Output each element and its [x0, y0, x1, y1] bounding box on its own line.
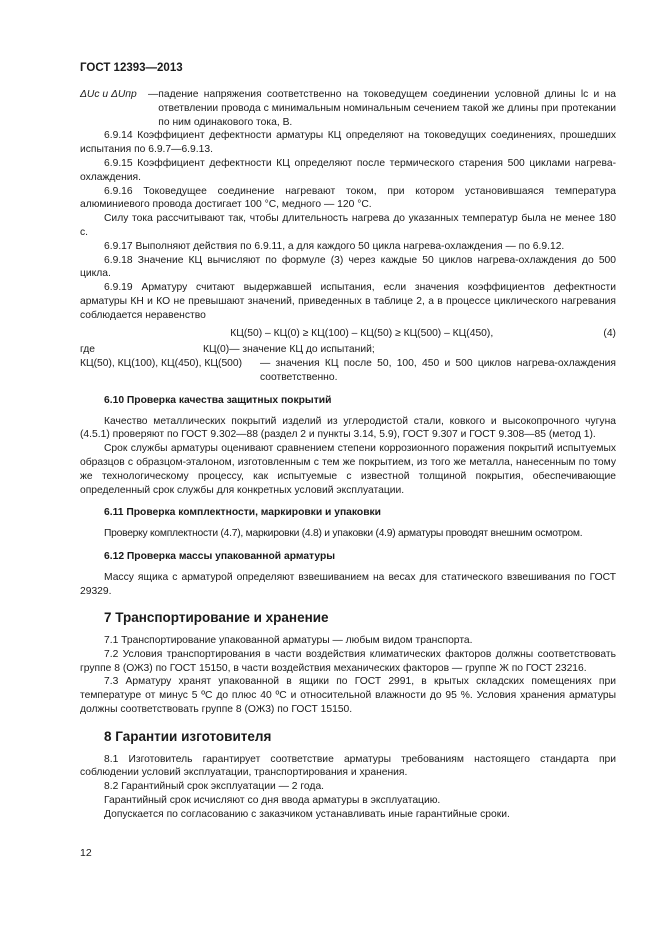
- paragraph-6-9-18: 6.9.18 Значение КЦ вычисляют по формуле (3) через каждые 50 циклов нагрева-охлаждения до 500 цикла.: [80, 254, 616, 280]
- paragraph-6-9-19: 6.9.19 Арматуру считают выдержавшей испытания, если значения коэффициентов дефектности арматуры КН и КО не превышают значений, приведенных в таблице 2, а в процессе циклического нагревания соблюдается неравенство: [80, 282, 616, 321]
- definition-symbols: ΔUс и ΔUпр: [80, 89, 137, 100]
- heading-6-12: 6.12 Проверка массы упакованной арматуры: [104, 550, 336, 562]
- definition-text: падение напряжения соответственно на токоведущем соединении условной длины lс и на ответвлении провода с минимальным номинальным сечением такой же длины при протекании по ним одинакового тока, В.: [158, 89, 616, 128]
- paragraph-7-3: 7.3 Арматуру хранят упакованной в ящики по ГОСТ 2991, в крытых складских помещениях при температуре от минус 5 ºС до плюс 40 ºС и относительной влажности до 95 %. Условия хранения арматуры должны соответствовать группе 8 (ОЖ3) по ГОСТ 15150.: [80, 676, 616, 716]
- paragraph-6-10-b: Срок службы арматуры оценивают сравнением степени коррозионного поражения покрытий испытуемых образцов с образцом-эталоном, изготовленным с тем же покрытием, из того же металла, нанесенным по тому же технологическому процессу, как испытуемые с известной толщиной покрытия, обеспечивающие определенный срок службы для конкретных условий эксплуатации.: [80, 443, 616, 496]
- paragraph-6-9-15: 6.9.15 Коэффициент дефектности КЦ определяют после термического старения 500 циклами нагрева-охлаждения.: [80, 157, 616, 183]
- definition-delta-u: [80, 88, 616, 129]
- paragraph-8-1: 8.1 Изготовитель гарантирует соответствие арматуры требованиям настоящего стандарта при соблюдении условий эксплуатации, транспортирования и хранения.: [80, 753, 616, 779]
- paragraph-6-9-17: 6.9.17 Выполняют действия по 6.9.11, а для каждого 50 цикла нагрева-охлаждения — по 6.9.12.: [104, 240, 565, 252]
- where-label: где: [80, 344, 96, 356]
- where-symbol-2: КЦ(50), КЦ(100), КЦ(450), КЦ(500): [80, 358, 243, 370]
- paragraph-6-9-14: 6.9.14 Коэффициент дефектности арматуры КЦ определяют на токоведущих соединениях, прошедших испытания по 6.9.7—6.9.13.: [80, 130, 616, 156]
- paragraph-6-9-16: 6.9.16 Токоведущее соединение нагревают током, при котором установившаяся температура алюминиевого провода достигает 100 °С, медного — 120 °С.: [80, 185, 616, 211]
- document-header: ГОСТ 12393—2013: [80, 62, 183, 74]
- heading-section-8: 8 Гарантии изготовителя: [104, 728, 272, 744]
- formula-expression: КЦ(50) – КЦ(0) ≥ КЦ(100) – КЦ(50) ≥ КЦ(500) – КЦ(450),: [230, 327, 494, 339]
- document-body: [80, 88, 616, 822]
- heading-section-7: 7 Транспортирование и хранение: [104, 610, 329, 626]
- heading-6-10: 6.10 Проверка качества защитных покрытий: [104, 394, 332, 406]
- paragraph-8-2-b: Гарантийный срок исчисляют со дня ввода арматуры в эксплуатацию.: [104, 795, 441, 807]
- definition-dash: —: [148, 89, 159, 100]
- where-symbol-1: КЦ(0): [203, 344, 230, 356]
- where-row-1: [80, 343, 616, 357]
- paragraph-6-10-a: Качество металлических покрытий изделий из углеродистой стали, ковкого и высокопрочного чугуна (4.5.1) проверяют по ГОСТ 9.302—88 (раздел 2 и пункты 3.14, 5.9), ГОСТ 9.307 и ГОСТ 9.308—85 (метод 1).: [80, 415, 616, 441]
- paragraph-current-calc: Силу тока рассчитывают так, чтобы длительность нагрева до указанных температур была не менее 180 с.: [80, 213, 616, 238]
- where-row-2: [80, 357, 616, 385]
- heading-6-11: 6.11 Проверка комплектности, маркировки и упаковки: [104, 507, 382, 519]
- where-text-2: — значения КЦ после 50, 100, 450 и 500 циклов нагрева-охлаждения соответственно.: [260, 358, 616, 383]
- formula-4: [80, 327, 616, 341]
- formula-number: (4): [603, 327, 616, 339]
- paragraph-6-12: Массу ящика с арматурой определяют взвешиванием на весах для статического взвешивания по ГОСТ 29329.: [80, 571, 616, 597]
- where-text-1: — значение КЦ до испытаний;: [229, 344, 375, 356]
- paragraph-7-2: 7.2 Условия транспортирования в части воздействия климатических факторов должны соответствовать группе 8 (ОЖ3) по ГОСТ 15150, в части воздействия механических факторов — группе Ж по ГОСТ 23216.: [80, 648, 616, 674]
- page-number: 12: [80, 847, 92, 859]
- paragraph-8-2-c: Допускается по согласованию с заказчиком устанавливать иные гарантийные сроки.: [104, 808, 510, 820]
- paragraph-6-11: Проверку комплектности (4.7), маркировки (4.8) и упаковки (4.9) арматуры проводят внешним осмотром.: [104, 528, 583, 540]
- paragraph-8-2: 8.2 Гарантийный срок эксплуатации — 2 года.: [104, 781, 325, 793]
- paragraph-7-1: 7.1 Транспортирование упакованной арматуры — любым видом транспорта.: [104, 635, 473, 647]
